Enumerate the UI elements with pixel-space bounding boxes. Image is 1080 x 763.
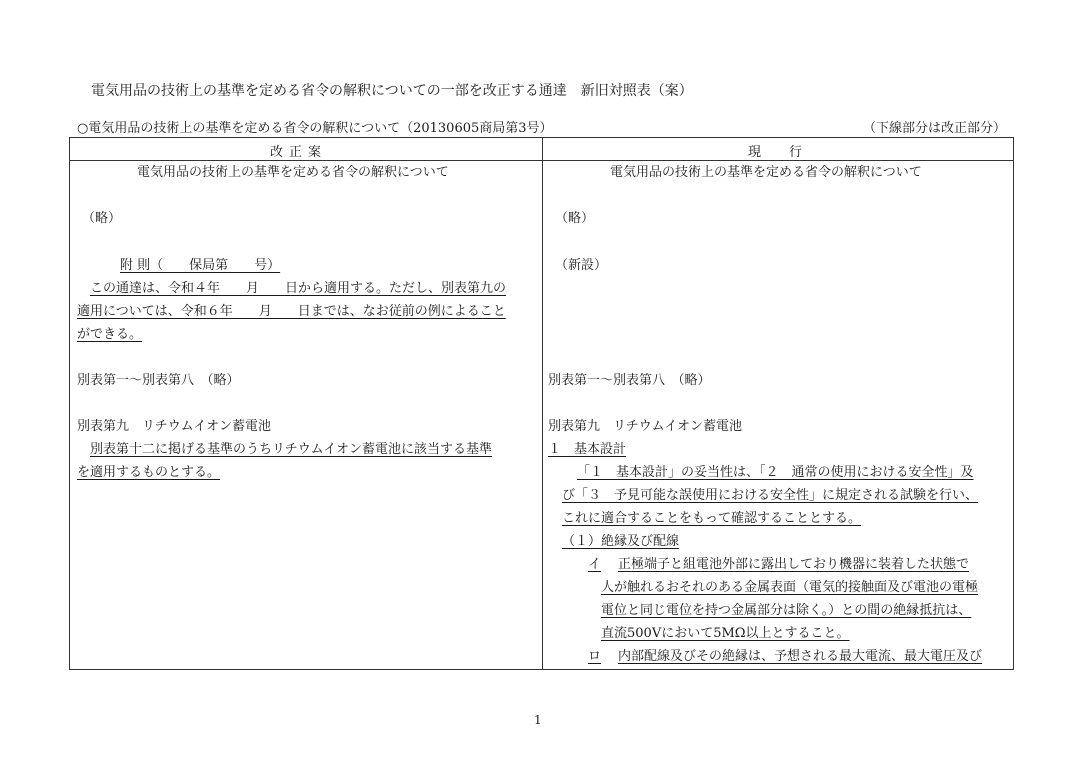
right-omitted: （略） (555, 211, 595, 226)
right-section-1-line: 「１ 基本設計」の妥当性は、「２ 通常の使用における安全性」及 (577, 465, 974, 480)
right-item-i-line: 人が触れるおそれのある金属表面（電気的接触面及び電池の電極 (601, 580, 979, 595)
left-heading: 電気用品の技術上の基準を定める省令の解釈について (137, 165, 449, 180)
right-section-1: １ 基本設計 (548, 442, 627, 457)
right-new-established: （新設） (555, 258, 608, 273)
right-subsection-1: （１）絶縁及び配線 (562, 534, 680, 549)
underline-note: （下線部分は改正部分） (862, 121, 1006, 136)
left-supplementary-line: 適用については、令和６年 月 日までは、なお従前の例によること (77, 304, 506, 319)
right-heading: 電気用品の技術上の基準を定める省令の解釈について (610, 165, 922, 180)
left-appendix-9-line: を適用するものとする。 (77, 465, 221, 480)
right-item-ro-mark: ロ (588, 649, 602, 664)
right-item-i-mark: イ (588, 557, 602, 572)
header-rule (70, 160, 1013, 161)
left-supplementary-line: この通達は、令和４年 月 日から適用する。ただし、別表第九の (90, 281, 507, 296)
right-appendix-1-8: 別表第一～別表第八 （略） (548, 373, 711, 388)
left-omitted: （略） (82, 211, 122, 226)
left-column-header: 改正案 (270, 145, 328, 160)
left-appendix-1-8: 別表第一～別表第八 （略） (77, 373, 240, 388)
left-supplementary-title: 附 則（ 保局第 号） (120, 258, 281, 273)
document-title: 電気用品の技術上の基準を定める省令の解釈についての一部を改正する通達 新旧対照表（案） (91, 83, 693, 99)
page-number: 1 (534, 713, 542, 727)
right-item-i-line: 直流500Vにおいて5MΩ以上とすること。 (601, 626, 850, 641)
right-section-1-line: これに適合することをもって確認することとする。 (562, 511, 862, 526)
document-subtitle: ○電気用品の技術上の基準を定める省令の解釈について（20130605商局第3号） (77, 121, 553, 136)
right-appendix-9-title: 別表第九 リチウムイオン蓄電池 (548, 419, 742, 434)
comparison-table (69, 137, 1014, 670)
column-divider (542, 138, 543, 669)
left-supplementary-line: ができる。 (77, 327, 143, 342)
right-column-header: 現行 (748, 145, 831, 160)
right-item-i-line: 電位と同じ電位を持つ金属部分は除く。）との間の絶縁抵抗は、 (601, 603, 972, 618)
right-item-ro-line: 内部配線及びその絶縁は、予想される最大電流、最大電圧及び (618, 649, 983, 664)
left-appendix-9-line: 別表第十二に掲げる基準のうちリチウムイオン蓄電池に該当する基準 (90, 442, 492, 457)
right-item-i-line: 正極端子と組電池外部に露出しており機器に装着した状態で (618, 557, 970, 572)
right-section-1-line: び「３ 予見可能な誤使用における安全性」に規定される試験を行い、 (562, 488, 979, 503)
left-appendix-9-title: 別表第九 リチウムイオン蓄電池 (77, 419, 271, 434)
